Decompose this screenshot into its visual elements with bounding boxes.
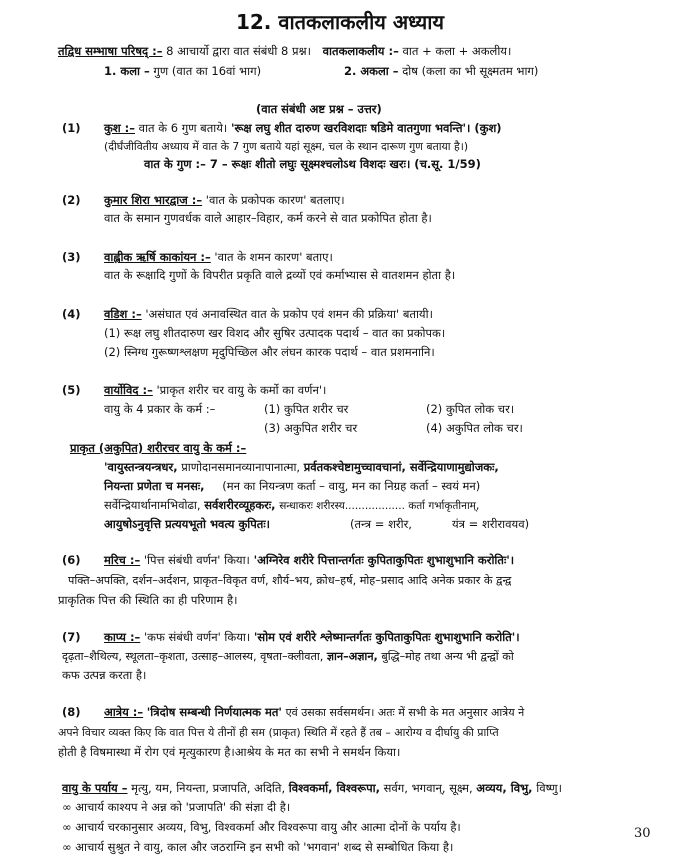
section-1-line-1 — [104, 121, 502, 136]
yantra-note: यंत्र = शरीरावयव) — [452, 517, 530, 531]
section-8-line-1 — [104, 705, 524, 720]
section-7-line-1 — [104, 630, 520, 645]
verse-line-3 — [104, 498, 479, 514]
section-7-number: (7) — [62, 630, 81, 644]
section-7-text: 'कफ संबंधी वर्णन' किया। — [143, 630, 251, 644]
intro-line-2b — [344, 64, 538, 79]
kala-head: 1. कला – — [104, 64, 150, 78]
section-2-text: 'वात के प्रकोपक कारण' बतलाए। — [205, 193, 345, 207]
tantra-note: (तन्त्र = शरीर, — [350, 517, 412, 531]
verse-line-1 — [104, 460, 499, 475]
section-7-line-3: कफ उत्पन्न करता है। — [62, 668, 147, 682]
verse-3b: सर्वशरीरव्यूहकरः, — [204, 498, 276, 512]
verse-1c: प्रर्वतकश्चेष्टामुच्चावचानां, सर्वेन्द्रियाणामुद्योजकः, — [303, 460, 499, 474]
section-5-text: 'प्राकृत शरीर चर वायु के कर्मो का वर्णन'। — [156, 383, 327, 397]
verse-line-4 — [104, 517, 270, 532]
section-3-line-1 — [104, 250, 333, 265]
section-8-number: (8) — [62, 705, 81, 719]
section-1-head: कुश :– — [104, 121, 136, 135]
intro-head-2: वातकलाकलीय :– — [322, 44, 399, 58]
section-7-line-2b: ज्ञान–अज्ञान, — [326, 650, 378, 663]
verse-1a: 'वायुस्तन्त्रयन्त्रधर, — [104, 460, 178, 474]
karma-3: (3) अकुपित शरीर चर — [264, 421, 358, 435]
section-7-quote: 'सोम एवं शरीरे श्लेष्मान्तर्गतः कुपिताकुपितः शुभाशुभानि करोति'। — [253, 630, 520, 644]
vayu-paryay-head: वायु के पर्याय – — [62, 781, 128, 795]
section-2-number: (2) — [62, 193, 81, 207]
karma-4: (4) अकुपित लोक चर। — [426, 421, 523, 435]
section-1-text: वात के 6 गुण बताये। — [138, 121, 228, 135]
section-7-line-2c: बुद्धि–मोह तथा अन्य भी द्वन्द्वों को — [381, 650, 514, 663]
paryay-note-3: ∞ आचार्य सुश्रुत ने वायु, काल और जठराग्नि इन सभी को 'भगवान' शब्द से सम्बोधित किया है। — [62, 840, 454, 854]
akala-head: 2. अकला – — [344, 64, 399, 78]
akala-text: दोष (कला का भी सूक्ष्मतम भाग) — [402, 64, 539, 78]
section-3-text: 'वात के शमन कारण' बताए। — [214, 250, 333, 264]
section-4-head: वडिश :– — [104, 307, 142, 321]
section-4-line-1 — [104, 307, 433, 322]
section-2-line-2: वात के समान गुणवर्धक वाले आहार–विहार, कर्म करने से वात प्रकोपित होता है। — [104, 211, 432, 225]
section-2-line-1 — [104, 193, 345, 208]
section-6-line-3: प्राकृतिक पित्त की स्थिति का ही परिणाम है। — [58, 593, 238, 607]
karma-intro: वायु के 4 प्रकार के कर्म :– — [104, 402, 216, 416]
paryay-text-e: विष्णु। — [536, 781, 562, 795]
section-8-text: एवं उसका सर्वसमर्थन। अतः में सभी के मत अनुसार आत्रेय ने — [285, 706, 525, 719]
section-5-line-1 — [104, 383, 326, 398]
section-8-quote: 'त्रिदोष सम्बन्धी निर्णयात्मक मत' — [146, 705, 282, 719]
verse-2a: नियन्ता प्रणेता च मनसः, — [104, 479, 205, 493]
intro-text-2: वात + कला + अकलीय। — [402, 44, 512, 58]
section-7-head: काप्य :– — [104, 630, 141, 644]
section-5-number: (5) — [62, 383, 81, 397]
section-4-line-3: (2) स्निग्ध गुरूष्णश्लक्षण मृदुपिच्छिल और लंघन कारक पदार्थ – वात प्रशमनानि। — [104, 345, 435, 359]
section-1-line-3: वात के गुण :– 7 – रूक्षः शीतो लघुः सूक्ष्मश्चलोऽथ विशदः खरः। (च.सू. 1/59) — [144, 157, 481, 171]
section-2-head: कुमार शिरा भारद्वाज :– — [104, 193, 203, 207]
section-8-head: आत्रेय :– — [104, 705, 144, 719]
page-number: 30 — [634, 826, 651, 841]
intro-head: तद्विध सम्भाषा परिषद् :– — [58, 44, 163, 58]
subheading: (वात संबंधी अष्ट प्रश्न – उत्तर) — [256, 102, 382, 116]
section-6-quote: 'अग्निरेव शरीरे पित्तान्तर्गतः कुपिताकुपितः शुभाशुभानि करोतिः'। — [253, 553, 515, 567]
verse-4a: आयुषोऽनुवृत्ति प्रत्ययभूतो भवत्य कुपितः। — [104, 517, 271, 531]
section-6-line-2: पक्ति–अपक्ति, दर्शन–अर्दशन, प्राकृत–विकृत वर्ण, शौर्य–भय, क्रोध–हर्ष, मोह–प्रसाद आदि अनेक प्रकार के द्वन्द्व — [68, 574, 512, 587]
paryay-text-d: अव्यय, विभु, — [476, 781, 533, 795]
section-6-line-1 — [104, 553, 514, 568]
section-7-line-2a: दृढ़ता–शैथिल्य, स्थूलता–कृशता, उत्साह–आलस्य, वृषता–क्लीवता, — [62, 650, 324, 663]
section-6-text: 'पित्त संबंधी वर्णन' किया। — [143, 553, 250, 567]
paryay-text-c: सर्वग, भगवान्, सूक्ष्म, — [383, 781, 473, 795]
section-4-text: 'असंघात एवं अनावस्थित वात के प्रकोप एवं शमन की प्रक्रिया' बतायी। — [145, 307, 433, 321]
section-1-number: (1) — [62, 121, 81, 135]
section-5-head: वार्योविद :– — [104, 383, 153, 397]
verse-3a: सर्वेन्द्रियार्थानामभिवोढा, — [104, 498, 201, 512]
verse-2b: (मन का नियन्त्रण कर्ता – वायु, मन का निग्रह कर्ता – स्वयं मन) — [222, 479, 481, 493]
karma-1: (1) कुपित शरीर चर — [264, 402, 349, 416]
vayu-paryay-line — [62, 781, 562, 796]
section-4-number: (4) — [62, 307, 81, 321]
section-8-line-2: अपने विचार व्यक्त किए कि वात पित्त ये तीनों ही सम (प्राकृत) स्थिति में रहते हैं तब – आरोग्य व दीर्घायु की प्राप्ति — [58, 726, 499, 739]
section-6-number: (6) — [62, 553, 81, 567]
intro-text: 8 आचार्यो द्वारा वात संबंधी 8 प्रश्न। — [166, 44, 311, 58]
intro-line-2a — [104, 64, 261, 79]
verse-3c: सन्धाकरः शरीरस्य.................. कर्ता गर्भाकृतीनाम्, — [279, 500, 480, 512]
page-title: 12. वातकलाकलीय अध्याय — [235, 10, 445, 34]
paryay-note-2: ∞ आचार्य चरकानुसार अव्यय, विभु, विश्वकर्मा और विश्वरूपा वायु और आत्मा दोनों के पर्याय है। — [62, 820, 461, 834]
section-4-line-2: (1) रूक्ष लघु शीतदारुण खर विशद और सुषिर उत्पादक पदार्थ – वात का प्रकोपक। — [104, 326, 446, 340]
verse-1b: प्राणोदानसमानव्यानापानात्मा, — [181, 460, 301, 474]
karma-2: (2) कुपित लोक चर। — [426, 402, 515, 416]
prakrit-vayu-heading: प्राकृत (अकुपित) शरीरचर वायु के कर्म :– — [70, 441, 247, 455]
section-1-quote: 'रूक्ष लघु शीत दारुण खरविशदाः षडिमे वातगुणा भवन्ति'। (कुश) — [230, 121, 502, 135]
section-3-number: (3) — [62, 250, 81, 264]
paryay-note-1: ∞ आचार्य काश्यप ने अन्न को 'प्रजापति' की संज्ञा दी है। — [62, 800, 291, 814]
section-3-head: वाह्लीक ऋर्षि काकांयन :– — [104, 250, 211, 264]
section-3-line-2: वात के रूक्षादि गुणों के विपरीत प्रकृति वाले द्रव्यों एवं कर्माभ्यास से वातशमन होता है। — [104, 268, 456, 282]
paryay-text-a: मृत्यु, यम, नियन्ता, प्रजापति, अदिति, — [131, 781, 286, 795]
section-6-head: मरिच :– — [104, 553, 141, 567]
paryay-text-b: विश्वकर्मा, विश्वरूपा, — [288, 781, 380, 795]
intro-line-1 — [58, 44, 511, 59]
section-7-line-2 — [62, 649, 514, 664]
kala-text: गुण (वात का 16वां भाग) — [153, 64, 262, 78]
section-8-line-3: होती है विषमास्था में रोग एवं मृत्युकारण है।आश्रेय के मत का सभी ने समर्थन किया। — [58, 745, 401, 759]
section-1-line-2: (दीर्घंजीवितीय अध्याय में वात के 7 गुण बताये यहां सूक्ष्म, चल के स्थान दारूण गुण बताया है।) — [104, 140, 469, 153]
verse-line-2 — [104, 479, 480, 494]
